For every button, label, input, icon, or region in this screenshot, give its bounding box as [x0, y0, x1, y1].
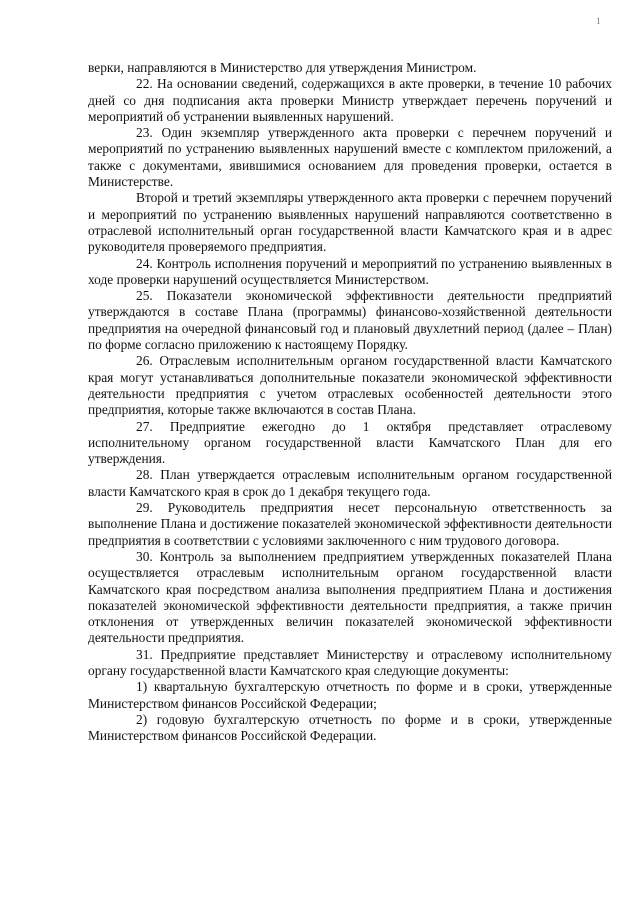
paragraph-22: 22. На основании сведений, содержащихся в акте проверки, в течение 10 рабочих дней со дня подписания акта проверки Министр утверждает перечень поручений и мероприятий об устранении выявленных нарушений. [88, 76, 612, 124]
paragraph-29: 29. Руководитель предприятия несет персональную ответственность за выполнение Плана и достижение показателей экономической эффективности деятельности предприятия в соответствии с условиями заключенного с ним трудового договора. [88, 500, 612, 548]
paragraph-24: 24. Контроль исполнения поручений и мероприятий по устранению выявленных в ходе проверки нарушений осуществляется Министерством. [88, 255, 612, 287]
paragraph-26: 26. Отраслевым исполнительным органом государственной власти Камчатского края могут устанавливаться дополнительные показатели экономической эффективности деятельности предприятия с учетом отраслевых особенностей деятельности этого предприятия, которые также включаются в состав Плана. [88, 353, 612, 418]
paragraph-25: 25. Показатели экономической эффективности деятельности предприятий утверждаются в составе Плана (программы) финансово-хозяйственной деятельности предприятия на очередной финансовый год и плановый двухлетний период (далее – План) по форме согласно приложению к настоящему Порядку. [88, 288, 612, 353]
list-item-1: 1) квартальную бухгалтерскую отчетность по форме и в сроки, утвержденные Министерством финансов Российской Федерации; [88, 679, 612, 711]
paragraph-30: 30. Контроль за выполнением предприятием утвержденных показателей Плана осуществляется отраслевым исполнительным органом государственной власти Камчатского края посредством анализа выполнения предприятием Плана и достижения показателей экономической эффективности деятельности предприятия, а также причин отклонения от утвержденных величин показателей экономической эффективности деятельности предприятия. [88, 548, 612, 646]
paragraph-27: 27. Предприятие ежегодно до 1 октября представляет отраслевому исполнительному органом государственной власти Камчатского План для его утверждения. [88, 418, 612, 467]
paragraph-23: 23. Один экземпляр утвержденного акта проверки с перечнем поручений и мероприятий по устранению выявленных нарушений вместе с комплектом приложений, а также с документами, явившимися основанием для проведения проверки, остается в Министерстве. [88, 125, 612, 190]
paragraph-28: 28. План утверждается отраслевым исполнительным органом государственной власти Камчатского края в срок до 1 декабря текущего года. [88, 467, 612, 499]
list-item-2: 2) годовую бухгалтерскую отчетность по форме и в сроки, утвержденные Министерством финансов Российской Федерации. [88, 711, 612, 744]
paragraph-23-second-copy: Второй и третий экземпляры утвержденного акта проверки с перечнем поручений и мероприятий по устранению выявленных нарушений направляются соответственно в отраслевой исполнительный орган государственной власти Камчатского края и в адрес руководителя проверяемого предприятия. [88, 190, 612, 255]
paragraph-31: 31. Предприятие представляет Министерству и отраслевому исполнительному органу государственной власти Камчатского края следующие документы: [88, 646, 612, 678]
corner-mark: 1 [596, 16, 601, 26]
paragraph-continuation: верки, направляются в Министерство для утверждения Министром. [88, 60, 477, 75]
document-body [88, 60, 612, 744]
